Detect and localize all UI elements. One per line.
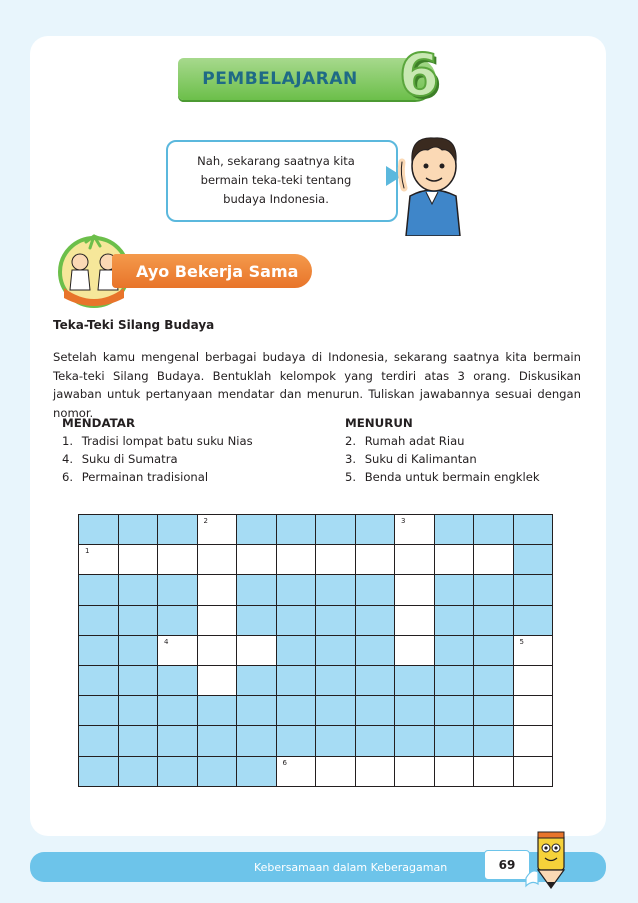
crossword-blocked-cell bbox=[435, 696, 475, 726]
crossword-blocked-cell bbox=[356, 515, 396, 545]
crossword-blocked-cell bbox=[119, 636, 159, 666]
crossword-blocked-cell bbox=[237, 726, 277, 756]
crossword-answer-cell[interactable] bbox=[198, 515, 238, 545]
crossword-answer-cell[interactable] bbox=[277, 757, 317, 787]
crossword-blocked-cell bbox=[158, 606, 198, 636]
crossword-answer-cell[interactable] bbox=[277, 545, 317, 575]
crossword-blocked-cell bbox=[277, 696, 317, 726]
crossword-blocked-cell bbox=[356, 666, 396, 696]
crossword-blocked-cell bbox=[356, 575, 396, 605]
clue-text: Rumah adat Riau bbox=[364, 434, 465, 448]
clue-number: 1. bbox=[62, 434, 74, 448]
crossword-blocked-cell bbox=[356, 726, 396, 756]
crossword-answer-cell[interactable] bbox=[356, 757, 396, 787]
crossword-answer-cell[interactable] bbox=[198, 545, 238, 575]
crossword-blocked-cell bbox=[277, 575, 317, 605]
crossword-answer-cell[interactable] bbox=[514, 636, 554, 666]
crossword-blocked-cell bbox=[514, 545, 554, 575]
clue-number: 6. bbox=[62, 470, 74, 484]
crossword-blocked-cell bbox=[158, 696, 198, 726]
crossword-blocked-cell bbox=[356, 606, 396, 636]
crossword-blocked-cell bbox=[237, 666, 277, 696]
crossword-answer-cell[interactable] bbox=[514, 696, 554, 726]
down-heading: MENURUN bbox=[345, 416, 413, 430]
crossword-answer-cell[interactable] bbox=[474, 757, 514, 787]
clue-number: 2. bbox=[345, 434, 357, 448]
crossword-blocked-cell bbox=[198, 757, 238, 787]
crossword-blocked-cell bbox=[237, 696, 277, 726]
crossword-blocked-cell bbox=[79, 606, 119, 636]
crossword-blocked-cell bbox=[316, 726, 356, 756]
crossword-blocked-cell bbox=[316, 575, 356, 605]
crossword-answer-cell[interactable] bbox=[474, 545, 514, 575]
crossword-blocked-cell bbox=[316, 696, 356, 726]
crossword-blocked-cell bbox=[119, 575, 159, 605]
crossword-answer-cell[interactable] bbox=[356, 545, 396, 575]
crossword-blocked-cell bbox=[474, 696, 514, 726]
crossword-answer-cell[interactable] bbox=[395, 515, 435, 545]
crossword-blocked-cell bbox=[198, 696, 238, 726]
crossword-clue-number: 4 bbox=[164, 637, 169, 646]
crossword-blocked-cell bbox=[79, 757, 119, 787]
crossword-answer-cell[interactable] bbox=[158, 636, 198, 666]
crossword-blocked-cell bbox=[119, 757, 159, 787]
crossword-blocked-cell bbox=[158, 575, 198, 605]
crossword-blocked-cell bbox=[435, 575, 475, 605]
crossword-clue-number: 1 bbox=[85, 547, 90, 556]
crossword-answer-cell[interactable] bbox=[514, 666, 554, 696]
crossword-blocked-cell bbox=[435, 636, 475, 666]
clue-text: Tradisi lompat batu suku Nias bbox=[81, 434, 253, 448]
crossword-blocked-cell bbox=[316, 666, 356, 696]
crossword-blocked-cell bbox=[277, 515, 317, 545]
crossword-blocked-cell bbox=[435, 666, 475, 696]
puzzle-title: Teka-Teki Silang Budaya bbox=[53, 318, 215, 332]
crossword-blocked-cell bbox=[277, 726, 317, 756]
crossword-blocked-cell bbox=[79, 726, 119, 756]
page-number: 69 bbox=[484, 850, 530, 880]
list-item bbox=[345, 468, 540, 486]
activity-title: Ayo Bekerja Sama bbox=[136, 261, 299, 281]
crossword-blocked-cell bbox=[237, 757, 277, 787]
clue-text: Benda untuk bermain engklek bbox=[364, 470, 540, 484]
crossword-grid bbox=[78, 514, 553, 787]
speech-line: bermain teka-teki tentang bbox=[200, 173, 352, 187]
clue-text: Permainan tradisional bbox=[81, 470, 209, 484]
crossword-blocked-cell bbox=[237, 515, 277, 545]
crossword-blocked-cell bbox=[474, 636, 514, 666]
crossword-blocked-cell bbox=[79, 666, 119, 696]
crossword-answer-cell[interactable] bbox=[237, 545, 277, 575]
crossword-blocked-cell bbox=[474, 726, 514, 756]
crossword-blocked-cell bbox=[158, 726, 198, 756]
puzzle-instructions: Setelah kamu mengenal berbagai budaya di Indonesia, sekarang saatnya kita bermain Teka-teki Silang Budaya. Bentuklah kelompok yang terdiri atas 3 orang. Diskusikan jawaban untuk pertanyaan mendatar dan menurun. Tuliskan jawabannya sesuai dengan nomor. bbox=[53, 350, 581, 420]
crossword-blocked-cell bbox=[237, 606, 277, 636]
crossword-blocked-cell bbox=[474, 515, 514, 545]
crossword-blocked-cell bbox=[474, 606, 514, 636]
crossword-blocked-cell bbox=[79, 696, 119, 726]
clue-number: 5. bbox=[345, 470, 357, 484]
crossword-blocked-cell bbox=[474, 666, 514, 696]
crossword-answer-cell[interactable] bbox=[395, 636, 435, 666]
down-clue-list bbox=[345, 432, 540, 486]
crossword-blocked-cell bbox=[395, 726, 435, 756]
clue-text: Suku di Kalimantan bbox=[364, 452, 477, 466]
crossword-answer-cell[interactable] bbox=[435, 757, 475, 787]
crossword-blocked-cell bbox=[277, 666, 317, 696]
crossword-blocked-cell bbox=[158, 666, 198, 696]
crossword-answer-cell[interactable] bbox=[316, 757, 356, 787]
crossword-clue-number: 6 bbox=[282, 758, 287, 767]
crossword-blocked-cell bbox=[119, 726, 159, 756]
crossword-clue-number: 5 bbox=[519, 637, 524, 646]
crossword-blocked-cell bbox=[277, 636, 317, 666]
crossword-answer-cell[interactable] bbox=[198, 636, 238, 666]
speech-line: Nah, sekarang saatnya kita bbox=[197, 154, 355, 168]
crossword-answer-cell[interactable] bbox=[79, 545, 119, 575]
crossword-blocked-cell bbox=[119, 606, 159, 636]
crossword-answer-cell[interactable] bbox=[119, 545, 159, 575]
crossword-blocked-cell bbox=[198, 726, 238, 756]
crossword-blocked-cell bbox=[119, 515, 159, 545]
crossword-answer-cell[interactable] bbox=[158, 545, 198, 575]
footer-text: Kebersamaan dalam Keberagaman bbox=[254, 860, 448, 874]
crossword-blocked-cell bbox=[356, 636, 396, 666]
crossword-blocked-cell bbox=[158, 757, 198, 787]
across-heading: MENDATAR bbox=[62, 416, 136, 430]
crossword-blocked-cell bbox=[356, 696, 396, 726]
list-item bbox=[345, 432, 540, 450]
crossword-answer-cell[interactable] bbox=[395, 545, 435, 575]
crossword-blocked-cell bbox=[395, 696, 435, 726]
list-item bbox=[62, 432, 253, 450]
crossword-answer-cell[interactable] bbox=[198, 575, 238, 605]
crossword-clue-number: 3 bbox=[401, 517, 406, 525]
pencil-mascot-icon bbox=[522, 828, 580, 892]
crossword-answer-cell[interactable] bbox=[316, 545, 356, 575]
list-item bbox=[62, 468, 253, 486]
crossword-answer-cell[interactable] bbox=[198, 666, 238, 696]
crossword-answer-cell[interactable] bbox=[435, 545, 475, 575]
crossword-blocked-cell bbox=[435, 606, 475, 636]
clue-number: 4. bbox=[62, 452, 74, 466]
crossword-answer-cell[interactable] bbox=[395, 757, 435, 787]
crossword-blocked-cell bbox=[514, 575, 554, 605]
crossword-blocked-cell bbox=[316, 636, 356, 666]
crossword-blocked-cell bbox=[316, 606, 356, 636]
crossword-blocked-cell bbox=[277, 606, 317, 636]
crossword-blocked-cell bbox=[395, 666, 435, 696]
crossword-clue-number: 2 bbox=[203, 517, 208, 525]
crossword-blocked-cell bbox=[79, 636, 119, 666]
crossword-blocked-cell bbox=[79, 575, 119, 605]
crossword-blocked-cell bbox=[474, 575, 514, 605]
crossword-answer-cell[interactable] bbox=[198, 606, 238, 636]
crossword-blocked-cell bbox=[119, 696, 159, 726]
clue-number: 3. bbox=[345, 452, 357, 466]
crossword-blocked-cell bbox=[158, 515, 198, 545]
speech-text bbox=[176, 152, 376, 209]
crossword-blocked-cell bbox=[119, 666, 159, 696]
speech-line: budaya Indonesia. bbox=[223, 192, 329, 206]
clue-text: Suku di Sumatra bbox=[81, 452, 178, 466]
crossword-answer-cell[interactable] bbox=[395, 606, 435, 636]
crossword-blocked-cell bbox=[435, 515, 475, 545]
crossword-blocked-cell bbox=[316, 515, 356, 545]
crossword-blocked-cell bbox=[514, 515, 554, 545]
list-item bbox=[345, 450, 540, 468]
crossword-blocked-cell bbox=[435, 726, 475, 756]
crossword-blocked-cell bbox=[237, 575, 277, 605]
boy-illustration bbox=[396, 126, 468, 236]
crossword-answer-cell[interactable] bbox=[514, 726, 554, 756]
crossword-answer-cell[interactable] bbox=[514, 757, 554, 787]
list-item bbox=[62, 450, 253, 468]
lesson-number: 6 bbox=[398, 41, 440, 109]
lesson-title: PEMBELAJARAN bbox=[202, 69, 358, 89]
across-clue-list bbox=[62, 432, 253, 486]
crossword-answer-cell[interactable] bbox=[237, 636, 277, 666]
crossword-blocked-cell bbox=[79, 515, 119, 545]
crossword-answer-cell[interactable] bbox=[395, 575, 435, 605]
crossword-blocked-cell bbox=[514, 606, 554, 636]
